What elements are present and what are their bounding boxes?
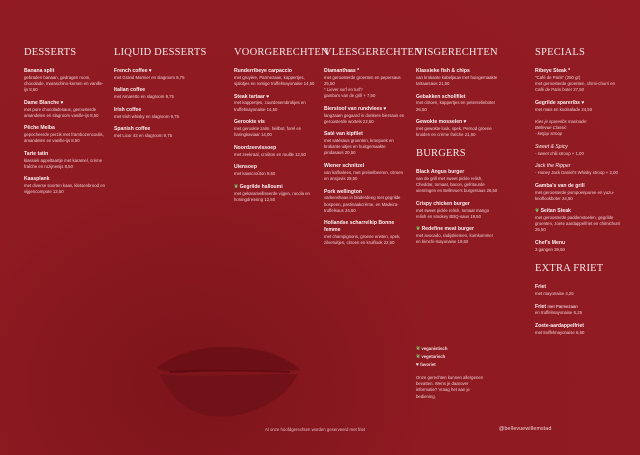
menu-item <box>535 323 623 336</box>
menu-item <box>324 106 406 125</box>
menu-item-description: met kappertjes, zuurdesembrokjes en truffelmayonaise 14,50 <box>234 100 306 112</box>
column-voorgerechten <box>234 47 329 209</box>
leaf-icon: ❦ <box>416 354 421 360</box>
menu-item-description: met champignons, groene erwten, spek, zilveruitjes, citroen en kruiflook 22,50 <box>324 233 401 246</box>
leaf-icon: ❦ <box>535 208 541 215</box>
menu-item-name: Crispy chicken burger <box>416 200 470 207</box>
menu-item-name: Diamanthaas * <box>324 68 360 74</box>
menu-item-name: Gegrilde spareribs ♥ <box>535 99 585 106</box>
menu-item <box>535 183 623 202</box>
column-heading: VISGERECHTEN <box>416 47 498 58</box>
menu-item <box>114 107 196 120</box>
menu-item-description: van kalfsvlees, met preiselbeeren, citroen en ansjovis 28,50 <box>324 169 404 181</box>
menu-item <box>535 163 623 176</box>
menu-item-description: met truffelmayonaise 6,50 <box>535 329 585 335</box>
menu-item <box>234 145 316 158</box>
menu-item <box>324 189 406 214</box>
menu-item-name: Saté van kipfilet <box>324 131 363 138</box>
menu-item <box>535 304 623 317</box>
menu-item-description: en truffelmayonaise 5,25 <box>535 310 582 316</box>
menu-item <box>24 100 106 119</box>
column-heading: DESSERTS <box>24 47 77 58</box>
menu-item <box>324 68 406 99</box>
menu-item-name: Kaasplank <box>24 176 50 183</box>
menu-item <box>24 151 106 170</box>
heart-icon: ♥ <box>580 99 585 106</box>
column-heading: SPECIALS <box>535 47 586 58</box>
menu-item <box>24 68 106 93</box>
menu-item-name: Runderribeye carpaccio <box>234 68 293 74</box>
menu-item-description: - Honey Jack Daniel's Whisky stroop + 2,00 <box>535 170 618 176</box>
menu-list <box>234 68 316 203</box>
heart-icon: ♥ <box>264 93 270 100</box>
menu-item-name: Dame Blanche ♥ <box>24 99 64 106</box>
menu-item-description: met geroosterde groenten en pepersaus 25,50 * Liever surf en turf? gamba's van de grill + 7,50 <box>324 74 401 99</box>
menu-item <box>24 176 106 195</box>
column-specials <box>535 47 623 342</box>
menu-item-name: Steak tartaar ♥ <box>234 93 270 100</box>
menu-item-name: Pork wellington <box>324 188 362 195</box>
menu-item-name: Wiener schnitzel <box>324 162 365 169</box>
menu-item <box>535 68 623 93</box>
legend-vegetarian: ❦ vegetarisch <box>416 354 446 360</box>
menu-item <box>234 94 316 113</box>
menu-item-description: van de grill met sweet pickle relish, Cheddar, tomaat, bacon, gefrituurde uienringen en Bellevue's burgersaus 26,50 <box>416 176 498 194</box>
menu-item-name: Friet <box>535 284 547 291</box>
menu-item-description: Kies je spareribs marinade: Bellevue Classic - ketjap stroop <box>535 119 588 137</box>
column-vleesgerechten <box>324 47 422 253</box>
menu-item-name: Friet met Parmezaan <box>535 303 578 310</box>
menu-item-name: Ribeye Steak * <box>535 68 571 74</box>
leaf-icon: ❦ <box>416 346 421 352</box>
heart-icon: ♥ <box>59 99 64 106</box>
column-heading: LIQUID DESSERTS <box>114 47 207 58</box>
menu-list <box>535 68 623 253</box>
menu-item-name: Sweet & Spicy <box>535 143 568 150</box>
menu-item-name: Uiensoep <box>234 164 257 171</box>
menu-item <box>416 94 498 113</box>
menu-item-description: met gerookte zalm, heilbot, forel en haringkaviaar 14,00 <box>234 126 302 138</box>
column-liquid-desserts <box>114 47 207 146</box>
menu-item-description: met sweet pickle relish, tomaat mango relish en smokey BBQ-saus 19,50 <box>416 207 490 219</box>
menu-item <box>324 163 406 182</box>
menu-item <box>416 119 498 138</box>
menu-item <box>535 119 623 137</box>
menu-item-description: langzaam gegaard in donkere biersaus en geroosterde wortels 22,50 <box>324 112 405 124</box>
leaf-icon: ❦ <box>234 183 240 190</box>
lips-illustration <box>150 330 310 430</box>
allergen-note: Onze gerechten kunnen allergenen bevatten. Wens je daarover informatie? Vraag het aan je bediening. <box>416 375 484 399</box>
menu-item-name: ❦ Redefine meat burger <box>416 226 474 233</box>
menu-item-name: Gewokte mosselen ♥ <box>416 119 467 126</box>
menu-list <box>114 68 196 139</box>
menu-item <box>416 169 498 194</box>
menu-item-name: ❦ Seitan Steak <box>535 208 571 215</box>
column-heading: VOORGERECHTEN <box>234 47 329 58</box>
menu-item-name: Italian coffee <box>114 87 146 94</box>
menu-item-name: Pêche Melba <box>24 125 55 132</box>
menu-item <box>234 164 316 177</box>
menu-item-description: met Licor 43 en slagroom 9,75 <box>114 133 173 139</box>
menu-item-description: varkenshaas in bladerdeeg met gegrilde bospeen, pastinaakcrème, en Madeira-truffelsaus 24,50 <box>324 195 401 213</box>
column-subheading: EXTRA FRIET <box>535 263 604 275</box>
menu-item <box>234 68 316 87</box>
menu-item-description: met geroosterde pompoenpuree en yuzu-knoflookboter 24,50 <box>535 189 615 201</box>
menu-item-description: met gekaramelliseerde vijgen, rucola en honingdressing 12,50 <box>234 190 310 202</box>
menu-item-description: met zeekraal, croûton en rouille 12,50 <box>234 151 306 157</box>
menu-item-name: Klassieke fish & chips <box>416 68 470 74</box>
menu-item-description: met Irish whisky en slagroom 9,75 <box>114 113 179 119</box>
menu-item <box>24 125 106 144</box>
menu-list <box>24 68 106 195</box>
menu-item-name: Irish coffee <box>114 106 142 113</box>
menu-item-description: gebraden banaan, gedragen room, chocolade, maraschino-kersen en vanille-ijs 8,50 <box>24 74 104 93</box>
menu-item-description: "Café de Paris" (250 gr) met geroosterde groenten, chimi-churri en Café de Paris boter 27,50 <box>535 74 616 93</box>
menu-item-description: met satésaus groenten, kroepoek en krokante uitjes en huisgemaakte pindasaus 20,50 <box>324 138 394 156</box>
menu-item-name: Banana split <box>24 68 55 74</box>
legend <box>416 345 488 400</box>
menu-item-description: met Amaretto en slagroom 9,75 <box>114 94 174 100</box>
menu-list <box>416 169 498 245</box>
menu-item-description: klassiek appeltaartje met karamel, crème fraîche en rozijnenijs 8,50 <box>24 157 103 169</box>
menu-item-description: met mayonaise 4,25 <box>535 290 574 296</box>
menu-item-description: met citroen, kappertjes en peterselieboter 26,50 <box>416 100 496 112</box>
menu-item-description: - sweet chili stroop + 1,00 <box>535 150 584 156</box>
menu-item-name: Tarte tatin <box>24 150 49 157</box>
menu-item-name: Black Angus burger <box>416 169 465 176</box>
menu-item <box>416 201 498 220</box>
menu-item-name: Gebakken schollfilet <box>416 93 466 100</box>
menu-item-name: Spanish coffee <box>114 126 151 133</box>
menu-item-description: van krokante kabeljauw met huisgemaakte tartaarsaus 21,50 <box>416 74 498 86</box>
menu-item <box>535 208 623 233</box>
fries-footnote: Al onze hoofdgerechten worden geserveerd met friet <box>265 427 366 432</box>
menu-item <box>234 184 316 203</box>
menu-item <box>114 68 196 81</box>
menu-item-name: Gamba's van de grill <box>535 182 585 189</box>
social-handle: @bellevuewillemstad <box>499 426 552 432</box>
column-visgerechten <box>416 47 498 252</box>
column-subheading: BURGERS <box>416 148 466 160</box>
menu-item-description: met gruyère, Parmezaan, kappertjes, sjalotjes en romige truffelmayonaise 14,50 <box>234 74 315 86</box>
menu-item <box>114 126 196 139</box>
menu-item-description: met gewokte look, spek, Pernod groene kruiden en crème fraîche 21,50 <box>416 126 492 138</box>
menu-item-name: Gerookte vis <box>234 119 265 126</box>
leaf-icon: ❦ <box>416 226 422 233</box>
column-heading: VLEESGERECHTEN <box>324 47 422 58</box>
menu-item <box>535 240 623 253</box>
column-desserts <box>24 47 106 202</box>
menu-item <box>234 119 316 138</box>
menu-item-name: Jack the Ripper <box>535 163 571 170</box>
menu-item-description: met diverse soorten kaas, kletsenbrood en vijgencompote 13,50 <box>24 183 105 195</box>
heart-icon: ♥ <box>416 362 419 368</box>
menu-item <box>324 220 406 246</box>
menu-item-name: Zoete-aardappelfriet <box>535 322 584 329</box>
menu-list <box>324 68 406 246</box>
menu-item-description: met Grand Marnier en slagroom 9,75 <box>114 74 185 80</box>
menu-item-description: 3 gangen 39,50 <box>535 246 565 252</box>
menu-item-name: ❦ Gegrilde halloumi <box>234 183 283 190</box>
menu-item <box>114 87 196 100</box>
menu-item-description: met mais en koolsalade 24,50 <box>535 106 593 112</box>
menu-item-name: French coffee ♥ <box>114 68 152 74</box>
menu-list <box>535 284 623 336</box>
heart-icon: ♥ <box>382 105 387 112</box>
menu-item-description: met avocado, radijskiemen, komkommer en kimchi-mayonaise 19,50 <box>416 233 494 245</box>
legend-vegan: ❦ veganistisch <box>416 346 448 352</box>
heart-icon: ♥ <box>147 68 152 74</box>
menu-list <box>416 68 498 138</box>
menu-item-description: gepocheerde perzik met frambozencoulis, amandelen en vanille-ijs 8,50 <box>24 132 104 144</box>
menu-item-description: met kaascroûton 9,50 <box>234 171 276 177</box>
menu-item-name: Bierstoof van rundvlees ♥ <box>324 105 387 112</box>
menu-item <box>535 144 623 157</box>
legend-favorite: ♥ favoriet <box>416 362 436 368</box>
heart-icon: ♥ <box>462 119 467 126</box>
menu-item-name: Chef's Menu <box>535 240 566 247</box>
menu-item-description: met pure chocoladesaus, geroosterde amandelen en slagroom vanille-ijs 8,50 <box>24 106 99 118</box>
menu-item-description: met geroosterde paddenstoelen, gegrilde groenten, zoete aardappelfriet en chimichurri 26,50 <box>535 215 621 233</box>
menu-item <box>324 131 406 156</box>
menu-item-name: Noordzeevissoep <box>234 144 277 151</box>
menu-item <box>535 100 623 113</box>
menu-item <box>416 226 498 245</box>
menu-item-name: Hollandse scharrelkip Bonne femme <box>324 220 395 234</box>
menu-item <box>416 68 498 87</box>
menu-item <box>535 284 623 297</box>
